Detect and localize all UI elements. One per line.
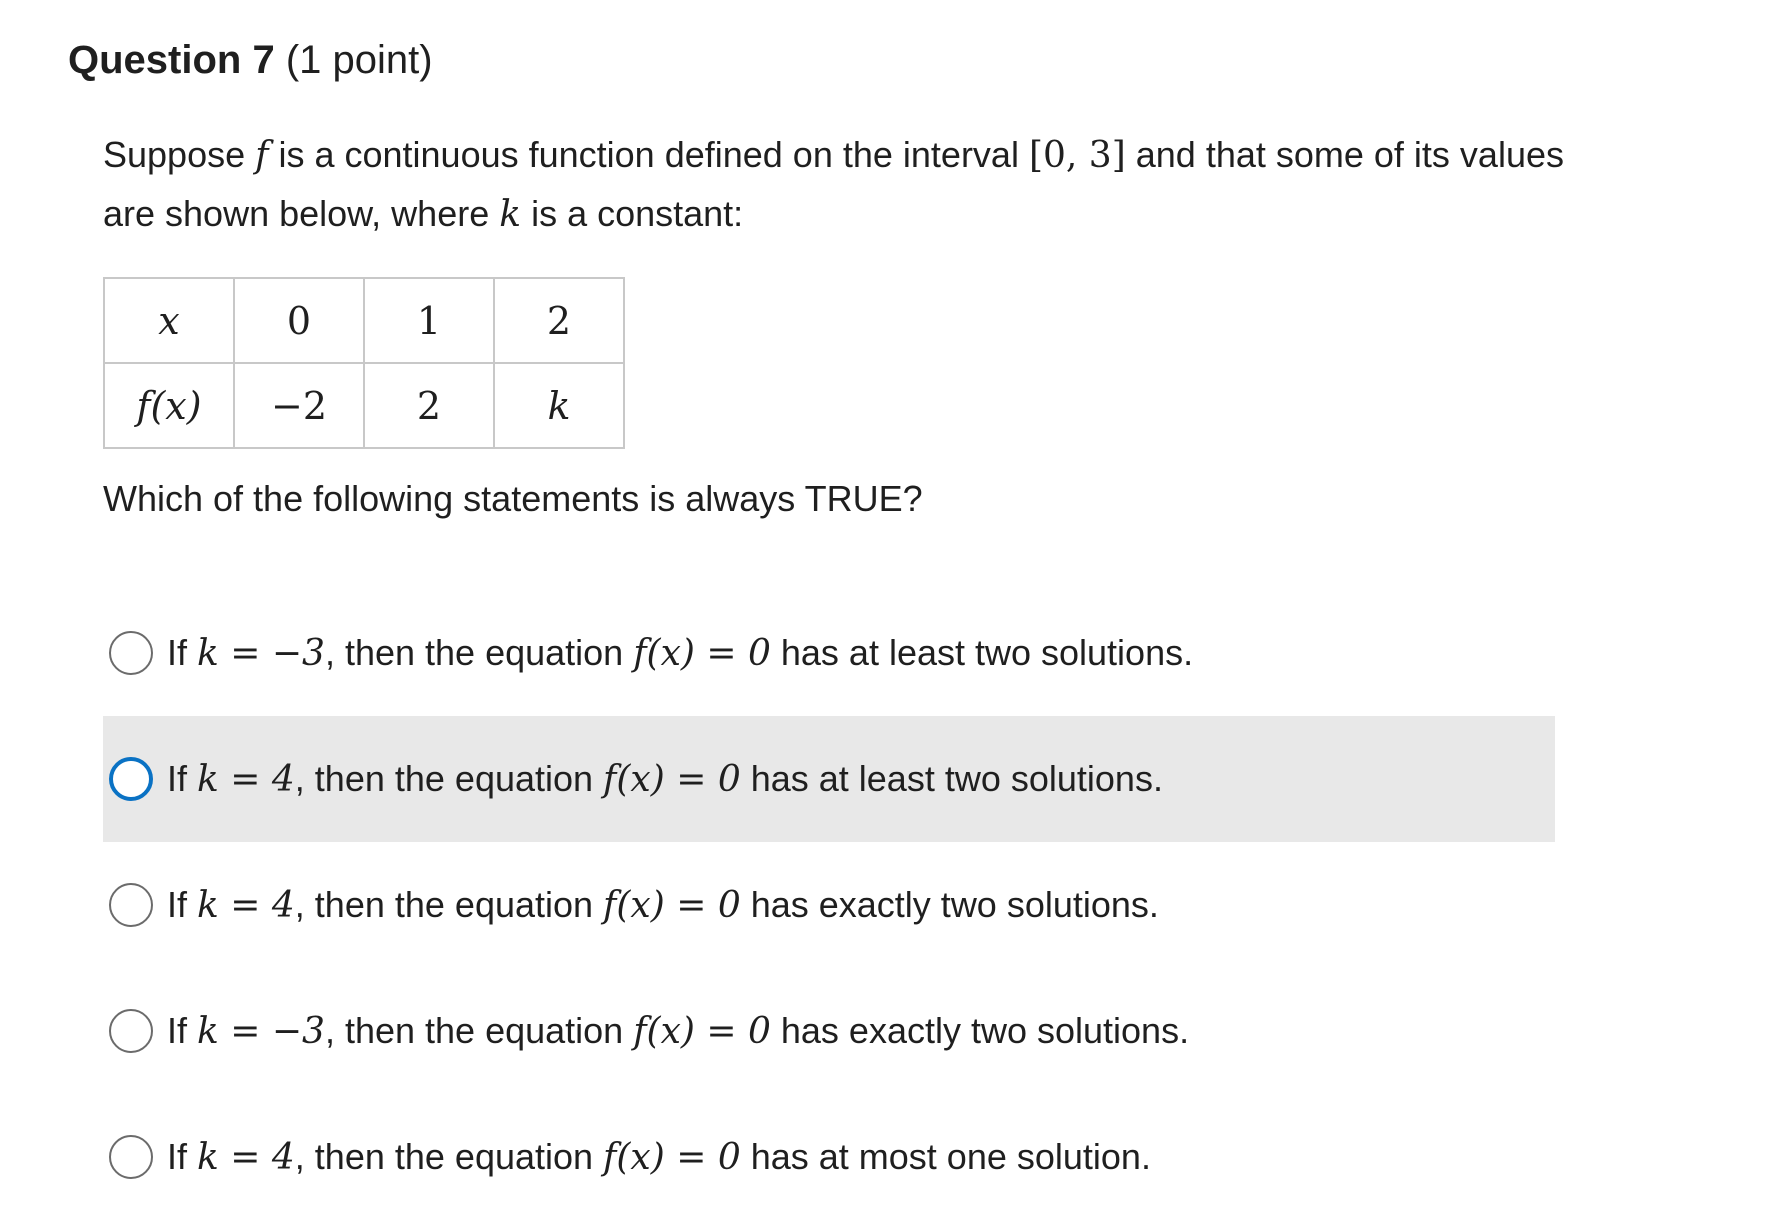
prompt-text: Suppose bbox=[103, 134, 256, 175]
table-cell-fx: k bbox=[494, 363, 624, 448]
choice-condition: k = −3 bbox=[197, 632, 325, 674]
choice-text-lead: If bbox=[167, 1135, 198, 1177]
prompt-text: and that some of its values are shown below, where bbox=[103, 134, 1564, 234]
table-row-x bbox=[104, 278, 624, 363]
question-header bbox=[68, 34, 433, 86]
radio-button[interactable] bbox=[109, 1135, 153, 1179]
choice-equation: f(x) = 0 bbox=[603, 758, 741, 800]
radio-button[interactable] bbox=[109, 883, 153, 927]
table-cell-fx: 2 bbox=[364, 363, 494, 448]
choice-equation: f(x) = 0 bbox=[633, 632, 771, 674]
choice-text-middle: , then the equation bbox=[324, 631, 634, 673]
choice-text-lead: If bbox=[167, 757, 198, 799]
choice-label bbox=[167, 631, 1193, 676]
choice-label bbox=[167, 1009, 1189, 1054]
choice-equation: f(x) = 0 bbox=[603, 1136, 741, 1178]
choice-text-tail: has at least two solutions. bbox=[770, 631, 1194, 673]
answer-choice-1[interactable] bbox=[103, 590, 1555, 716]
question-title: Question 7 bbox=[68, 38, 275, 82]
radio-button-focused[interactable] bbox=[109, 757, 153, 801]
answer-choice-3[interactable] bbox=[103, 842, 1555, 968]
choice-text-middle: , then the equation bbox=[294, 1135, 604, 1177]
choice-condition: k = 4 bbox=[197, 884, 295, 926]
choice-text-middle: , then the equation bbox=[324, 1009, 634, 1051]
answer-choice-5[interactable] bbox=[103, 1094, 1555, 1220]
table-cell-x: 1 bbox=[364, 278, 494, 363]
table-header-x: x bbox=[104, 278, 234, 363]
choice-text-tail: has at most one solution. bbox=[740, 1135, 1151, 1177]
table-row-fx bbox=[104, 363, 624, 448]
table-cell-fx: −2 bbox=[234, 363, 364, 448]
prompt-interval: [0, 3] bbox=[1028, 135, 1126, 176]
choice-condition: k = −3 bbox=[197, 1010, 325, 1052]
radio-button[interactable] bbox=[109, 631, 153, 675]
prompt-text: is a continuous function defined on the interval bbox=[268, 134, 1029, 175]
radio-button[interactable] bbox=[109, 1009, 153, 1053]
answer-choice-2[interactable] bbox=[103, 716, 1555, 842]
choice-label bbox=[167, 1135, 1151, 1180]
choice-equation: f(x) = 0 bbox=[603, 884, 741, 926]
table-cell-x: 0 bbox=[234, 278, 364, 363]
prompt-function-symbol: f bbox=[255, 135, 269, 176]
choice-label bbox=[167, 883, 1159, 928]
choice-text-lead: If bbox=[167, 883, 198, 925]
answer-choices bbox=[103, 590, 1555, 1220]
choice-condition: k = 4 bbox=[197, 1136, 295, 1178]
question-points: (1 point) bbox=[285, 38, 433, 82]
choice-text-tail: has exactly two solutions. bbox=[770, 1009, 1190, 1051]
choice-condition: k = 4 bbox=[197, 758, 295, 800]
choice-text-tail: has exactly two solutions. bbox=[740, 883, 1159, 925]
choice-text-lead: If bbox=[167, 1009, 198, 1051]
values-table bbox=[103, 277, 625, 449]
choice-text-tail: has at least two solutions. bbox=[740, 757, 1163, 799]
table-cell-x: 2 bbox=[494, 278, 624, 363]
prompt-constant-symbol: k bbox=[499, 194, 522, 235]
question-ask: Which of the following statements is always TRUE? bbox=[103, 478, 923, 519]
choice-text-middle: , then the equation bbox=[294, 883, 604, 925]
answer-choice-4[interactable] bbox=[103, 968, 1555, 1094]
prompt-text: is a constant: bbox=[521, 193, 744, 234]
choice-text-middle: , then the equation bbox=[294, 757, 604, 799]
question-prompt bbox=[103, 126, 1583, 244]
choice-equation: f(x) = 0 bbox=[633, 1010, 771, 1052]
choice-label bbox=[167, 757, 1163, 802]
choice-text-lead: If bbox=[167, 631, 198, 673]
table-header-fx: f(x) bbox=[104, 363, 234, 448]
